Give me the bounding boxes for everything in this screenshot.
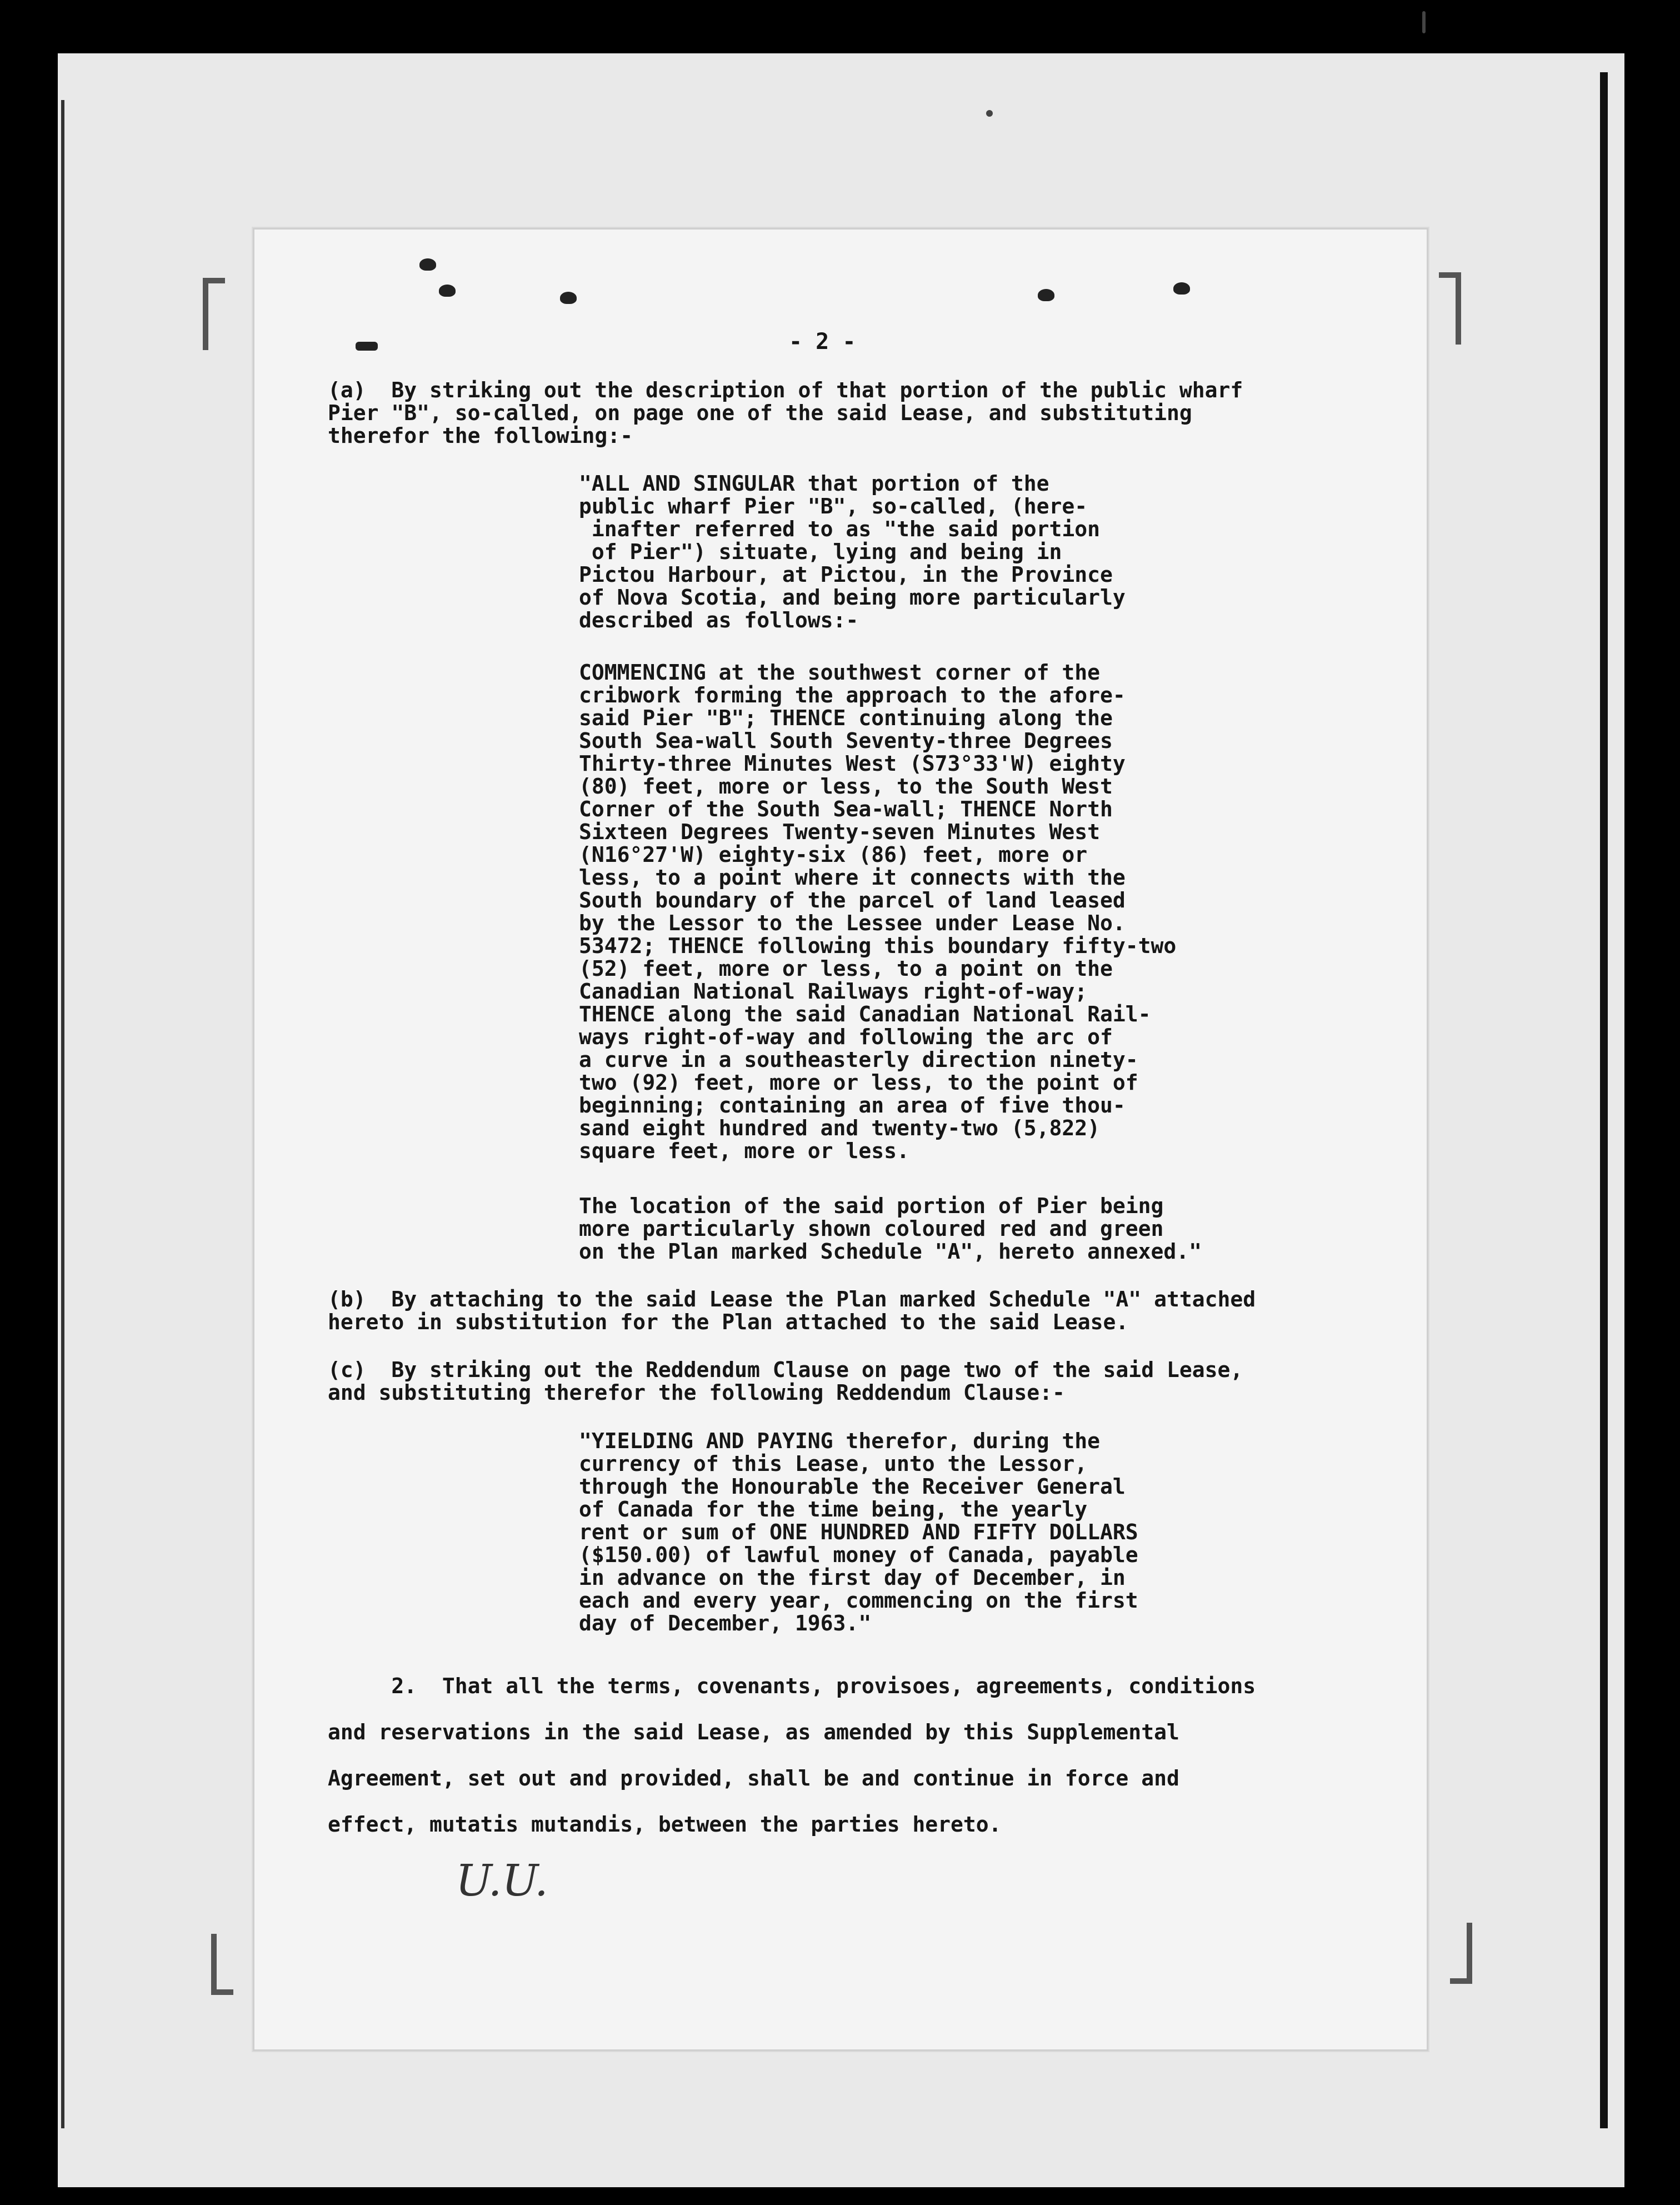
ink-mark <box>356 342 378 351</box>
binding-hole <box>419 258 436 271</box>
dust-speck <box>986 110 993 117</box>
frame-edge-right <box>1600 72 1608 2128</box>
crop-mark-top-left <box>203 278 225 350</box>
frame-edge-left <box>61 100 64 2128</box>
reddendum-clause: "YIELDING AND PAYING therefor, during the currency of this Lease, unto the Lessor, through the Honourable the Receiver General of Canada for the time being, the yearly rent or sum of ONE HUNDRED AND FIFTY DOLLARS ($150.00) of lawful money of Canada, payable in advance on the first day of December, in each and every year, commencing on the first day of December, 1963." <box>579 1429 1138 1635</box>
dust-speck <box>1422 11 1426 33</box>
handwritten-initials: U.U. <box>456 1856 548 1906</box>
page-number: - 2 - <box>789 329 856 355</box>
property-description-intro: "ALL AND SINGULAR that portion of the public wharf Pier "B", so-called, (here- inafter referred to as "the said portion of Pier") situate, lying and being in Pictou Harbour, at Pictou, in the Province of Nova Scotia, and being more particularly described as follows:- <box>579 471 1126 632</box>
crop-mark-bottom-left <box>211 1934 233 1995</box>
binding-hole <box>1173 282 1190 295</box>
binding-hole <box>560 292 577 304</box>
clause-2-paragraph: 2. That all the terms, covenants, provisoes, agreements, conditions and reservations in the said Lease, as amended by this Supplemental Agreement, set out and provided, shall be and continue in force and effect, mutatis mutandis, between the parties hereto. <box>328 1674 1256 1837</box>
binding-hole <box>1038 289 1054 301</box>
property-description-location: The location of the said portion of Pier being more particularly shown coloured red and green on the Plan marked Schedule "A", hereto annexed." <box>579 1194 1202 1264</box>
amendment-paragraph-a: (a) By striking out the description of that portion of the public wharf Pier "B", so-called, on page one of the said Lease, and substituting therefor the following:- <box>328 378 1243 448</box>
crop-mark-top-right <box>1439 272 1461 345</box>
binding-hole <box>439 285 456 297</box>
amendment-paragraph-b: (b) By attaching to the said Lease the Plan marked Schedule "A" attached hereto in substitution for the Plan attached to the said Lease. <box>328 1287 1256 1334</box>
amendment-paragraph-c: (c) By striking out the Reddendum Clause on page two of the said Lease, and substituting therefor the following Reddendum Clause:- <box>328 1358 1243 1405</box>
property-description-boundaries: COMMENCING at the southwest corner of the cribwork forming the approach to the afore- said Pier "B"; THENCE continuing along the South Sea-wall South Seventy-three Degrees Thirty-three Minutes West (S73°33'W) eighty (80) feet, more or less, to the South West Corner of the South Sea-wall; THENCE North Sixteen Degrees Twenty-seven Minutes West (N16°27'W) eighty-six (86) feet, more or less, to a point where it connects with the South boundary of the parcel of land leased by the Lessor to the Lessee under Lease No. 53472; THENCE following this boundary fifty-two (52) feet, more or less, to a point on the Canadian National Railways right-of-way; THENCE along the said Canadian National Rail- ways right-of-way and following the arc of a curve in a southeasterly direction ninety- two (92) feet, more or less, to the point of beginning; containing an area of five thou- sand eight hundred and twenty-two (5,822) square feet, more or less. <box>579 660 1177 1163</box>
crop-mark-bottom-right <box>1450 1923 1472 1984</box>
